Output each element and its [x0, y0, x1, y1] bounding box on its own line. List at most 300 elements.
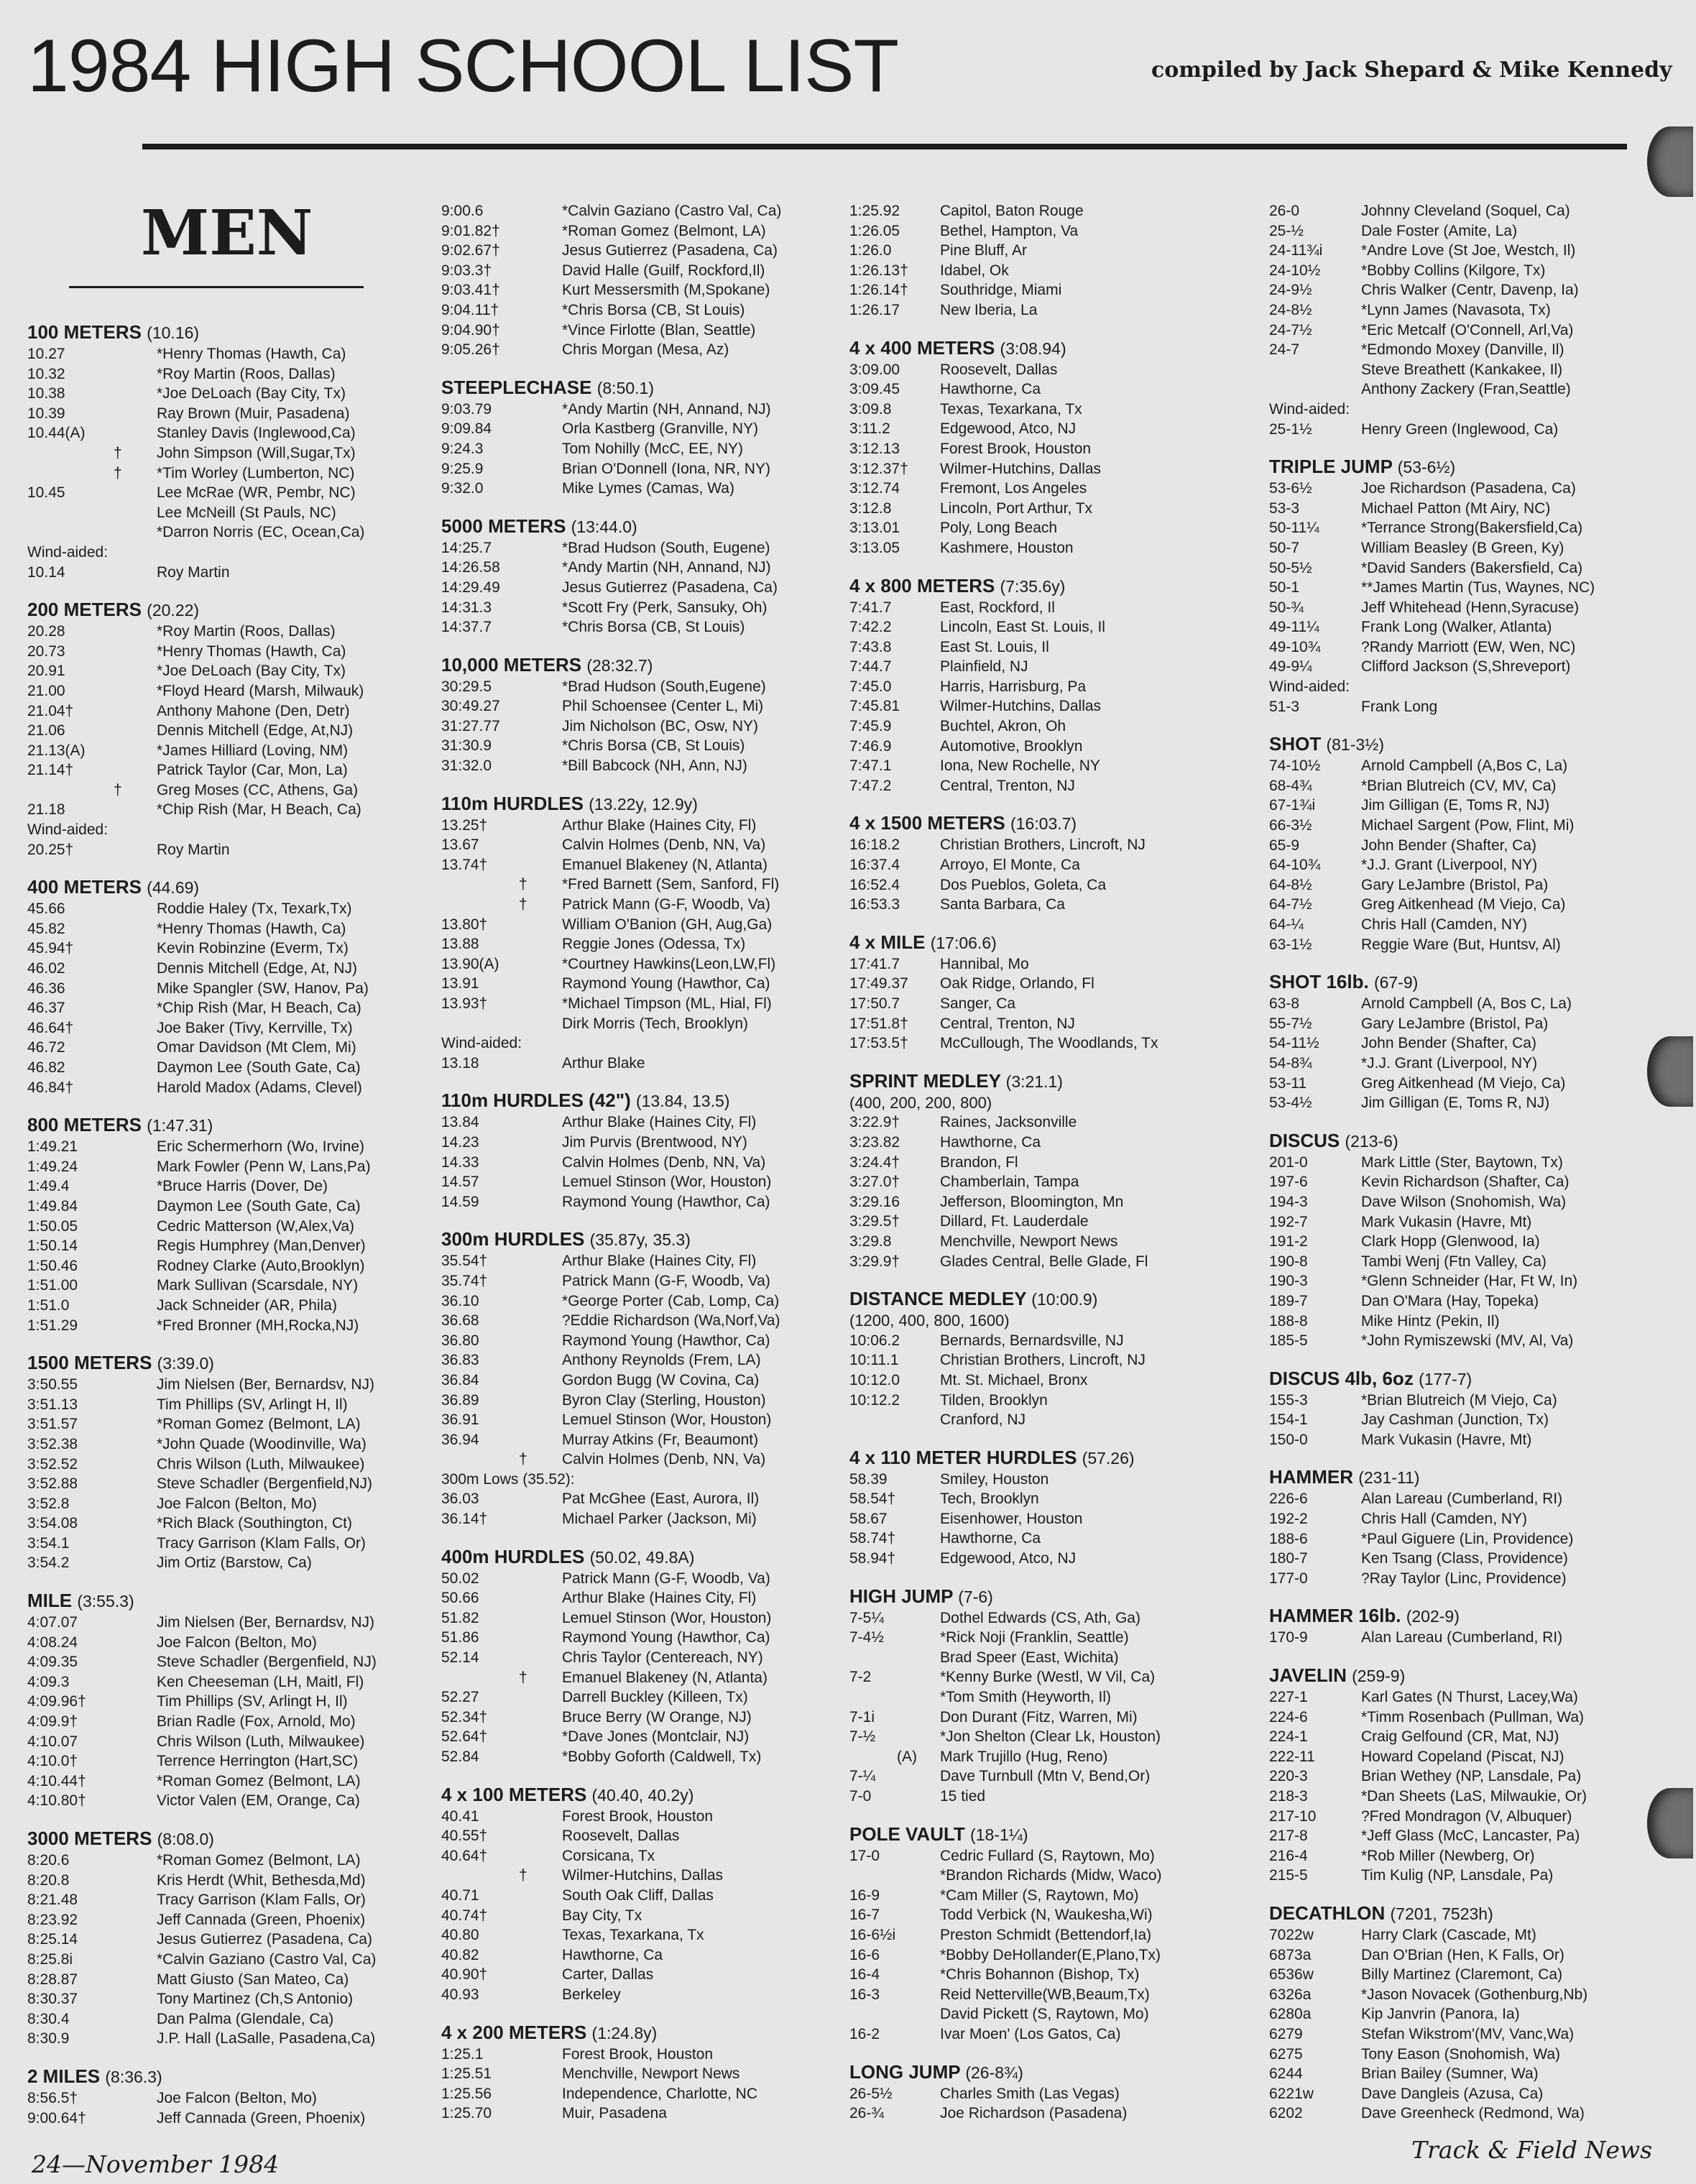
- result-mark: 31:30.9: [441, 737, 492, 755]
- result-row: [1269, 201, 1686, 221]
- athlete-name: Capitol, Baton Rouge: [940, 203, 1084, 219]
- result-mark: 9:04.11†: [441, 301, 499, 318]
- result-row: [1269, 1846, 1686, 1866]
- result-mark: 6279: [1269, 2025, 1303, 2042]
- athlete-name: 15 tied: [940, 1788, 986, 1805]
- result-row: [1269, 1271, 1686, 1291]
- result-row: [849, 756, 1252, 776]
- athlete-name: Henry Green (Inglewood, Ca): [1361, 420, 1559, 438]
- athlete-name: *David Sanders (Bakersfield, Ca): [1361, 559, 1583, 576]
- record-mark: (231-11): [1358, 1468, 1420, 1488]
- athlete-name: Christian Brothers, Lincroft, NJ: [940, 837, 1146, 854]
- result-row: [441, 280, 844, 300]
- result-row: [1269, 796, 1686, 816]
- result-row: [441, 1271, 844, 1291]
- result-row: [1269, 1033, 1686, 1054]
- athlete-name: Jay Cashman (Junction, Tx): [1361, 1411, 1549, 1429]
- result-mark: 1:49.84: [27, 1197, 78, 1215]
- result-mark: 9:03.79: [441, 400, 492, 418]
- result-mark: 10.38: [27, 385, 65, 402]
- athlete-name: Menchville, Newport News: [562, 2065, 740, 2083]
- result-mark: 7-2: [849, 1669, 872, 1686]
- result-mark: 64-7½: [1269, 896, 1312, 913]
- athlete-name: Lemuel Stinson (Wor, Houston): [562, 1174, 772, 1191]
- athlete-name: Muir, Pasadena: [562, 2105, 667, 2122]
- athlete-name: Dan O'Mara (Hay, Topeka): [1361, 1292, 1539, 1309]
- result-row: [441, 954, 844, 974]
- result-mark: 14.33: [441, 1153, 479, 1171]
- result-row: [849, 1112, 1252, 1133]
- athlete-name: *Roy Martin (Roos, Dallas): [157, 623, 336, 640]
- athlete-name: Tech, Brooklyn: [940, 1490, 1039, 1508]
- result-row: [27, 464, 430, 484]
- result-mark: 9:05.26†: [441, 341, 500, 359]
- result-row: [849, 1410, 1252, 1430]
- result-mark: 3:13.05: [849, 539, 900, 556]
- result-row: [849, 419, 1252, 439]
- result-row: [1269, 2024, 1686, 2045]
- athlete-name: Joe Falcon (Belton, Mo): [157, 1634, 317, 1651]
- athlete-name: Anthony Mahone (Den, Detr): [157, 702, 350, 719]
- record-mark: (16:03.7): [1010, 814, 1077, 834]
- result-row: [27, 721, 430, 741]
- result-mark: 3:22.9†: [849, 1114, 900, 1131]
- result-row: [849, 1133, 1252, 1153]
- result-mark: 192-7: [1269, 1213, 1308, 1230]
- result-row: [1269, 1509, 1686, 1529]
- athlete-name: Joe Falcon (Belton, Mo): [157, 2089, 317, 2106]
- athlete-name: *Brian Blutreich (CV, MV, Ca): [1361, 777, 1557, 794]
- result-row: [1269, 1331, 1686, 1351]
- result-row: [441, 617, 844, 637]
- result-mark: 46.36: [27, 980, 65, 997]
- event-heading: [27, 2065, 430, 2088]
- result-mark: 51-3: [1269, 698, 1300, 715]
- result-mark: 7:42.2: [849, 619, 892, 636]
- athlete-name: Raymond Young (Hawthor, Ca): [562, 1332, 770, 1349]
- result-mark: 9:03.41†: [441, 282, 500, 299]
- event-title: 300m HURDLES: [441, 1228, 585, 1250]
- athlete-name: Arthur Blake: [562, 1054, 645, 1072]
- result-row: [849, 776, 1252, 796]
- event-section: [1269, 1902, 1686, 2124]
- result-mark: 17:41.7: [849, 955, 900, 972]
- result-row: [441, 221, 844, 241]
- result-mark: 16:52.4: [849, 876, 900, 893]
- result-mark: 50.66: [441, 1590, 479, 1607]
- result-row: [849, 1033, 1252, 1054]
- result-mark: (A): [897, 1748, 917, 1765]
- athlete-name: *Michael Timpson (ML, Hial, Fl): [562, 995, 772, 1012]
- result-mark: 26-5½: [849, 2085, 893, 2102]
- athlete-name: Reggie Ware (But, Huntsv, Al): [1361, 936, 1561, 953]
- event-title: 400m HURDLES: [441, 1545, 585, 1567]
- result-mark: 4:09.96†: [27, 1693, 86, 1710]
- result-mark: 8:25.14: [27, 1931, 78, 1948]
- athlete-name: *Kenny Burke (Westl, W Vil, Ca): [940, 1669, 1156, 1686]
- event-section: [27, 2065, 430, 2128]
- result-mark: 49-9¼: [1269, 658, 1312, 676]
- event-subtitle: (1200, 400, 800, 1600): [849, 1312, 1010, 1330]
- result-row: [849, 1766, 1252, 1787]
- event-heading: [849, 1585, 1252, 1608]
- athlete-name: Plainfield, NJ: [940, 658, 1028, 676]
- result-mark: 36.14†: [441, 1511, 488, 1528]
- result-row: [1269, 261, 1686, 281]
- record-mark: (50.02, 49.8A): [589, 1547, 695, 1567]
- page-title: 1984 HIGH SCHOOL LIST: [27, 24, 899, 108]
- result-mark: 3:54.1: [27, 1534, 70, 1552]
- result-row: [849, 835, 1252, 855]
- result-row: [441, 479, 844, 499]
- athlete-name: East, Rockford, Il: [940, 599, 1055, 616]
- footer-page-date: 24—November 1984: [32, 2150, 280, 2178]
- result-row: [849, 974, 1252, 994]
- result-row: [849, 1925, 1252, 1945]
- athlete-name: *Paul Giguere (Lin, Providence): [1361, 1530, 1574, 1547]
- result-row: [27, 1157, 430, 1177]
- result-mark: 16:18.2: [849, 837, 900, 854]
- result-row: [1269, 637, 1686, 658]
- athlete-name: Dan O'Brian (Hen, K Falls, Or): [1361, 1946, 1564, 1963]
- athlete-name: *Floyd Heard (Marsh, Milwauk): [157, 682, 364, 699]
- athlete-name: Emanuel Blakeney (N, Atlanta): [562, 1669, 768, 1686]
- result-mark: 40.82: [441, 1946, 479, 1963]
- athlete-name: J.P. Hall (LaSalle, Pasadena,Ca): [157, 2030, 376, 2047]
- athlete-name: Sanger, Ca: [940, 995, 1016, 1012]
- event-heading: [849, 1069, 1252, 1093]
- result-mark: 51.82: [441, 1609, 479, 1626]
- athlete-name: Reggie Jones (Odessa, Tx): [562, 936, 746, 953]
- athlete-name: Frank Long (Walker, Atlanta): [1361, 619, 1552, 636]
- result-mark: †: [519, 1451, 527, 1468]
- result-mark: 52.64†: [441, 1728, 488, 1746]
- result-mark: 1:26.17: [849, 301, 900, 318]
- result-row: [1269, 1569, 1686, 1589]
- result-mark: 150-0: [1269, 1431, 1308, 1448]
- result-mark: 66-3½: [1269, 817, 1312, 834]
- athlete-name: Roddie Haley (Tx, Texark,Tx): [157, 900, 352, 918]
- athlete-name: Victor Valen (EM, Orange, Ca): [157, 1792, 360, 1810]
- result-row: [441, 895, 844, 915]
- result-mark: 50-7: [1269, 539, 1300, 556]
- result-row: [849, 1370, 1252, 1391]
- athlete-name: Kevin Richardson (Shafter, Ca): [1361, 1174, 1570, 1191]
- result-mark: 226-6: [1269, 1490, 1308, 1508]
- event-heading: [441, 2021, 844, 2045]
- event-section: [1269, 970, 1686, 1113]
- athlete-name: Steve Schadler (Bergenfield, NJ): [157, 1654, 377, 1671]
- event-title: SPRINT MEDLEY: [849, 1069, 1001, 1092]
- event-section: [27, 1351, 430, 1573]
- record-mark: (1:24.8y): [591, 2023, 658, 2042]
- result-mark: 10.39: [27, 405, 65, 422]
- event-heading: [27, 875, 430, 899]
- athlete-name: *Glenn Schneider (Har, Ft W, In): [1361, 1273, 1578, 1290]
- result-mark: 9:02.67†: [441, 242, 500, 259]
- result-mark: 36.84: [441, 1371, 479, 1388]
- athlete-name: Southridge, Miami: [940, 282, 1062, 299]
- result-row: [1269, 756, 1686, 776]
- result-row: [849, 875, 1252, 895]
- result-row: [849, 1549, 1252, 1569]
- result-row: [1269, 1410, 1686, 1430]
- event-title: HIGH JUMP: [849, 1585, 953, 1607]
- result-row: [27, 543, 430, 563]
- athlete-name: Jesus Gutierrez (Pasadena, Ca): [157, 1931, 372, 1948]
- result-row: [27, 1950, 430, 1970]
- result-row: [27, 642, 430, 662]
- athlete-name: Lee McNeill (St Pauls, NC): [157, 504, 336, 521]
- result-row: [441, 1391, 844, 1411]
- athlete-name: *Brad Hudson (South,Eugene): [562, 678, 766, 695]
- athlete-name: Raymond Young (Hawthor, Ca): [562, 975, 770, 992]
- athlete-name: Kris Herdt (Whit, Bethesda,Md): [157, 1871, 366, 1889]
- event-title: LONG JUMP: [849, 2060, 961, 2083]
- result-mark: 3:23.82: [849, 1133, 900, 1151]
- record-mark: (177-7): [1419, 1369, 1473, 1388]
- athlete-name: *Timm Rosenbach (Pullman, Wa): [1361, 1708, 1585, 1725]
- athlete-name: *Bruce Harris (Dover, De): [157, 1178, 328, 1195]
- result-mark: 21.18: [27, 801, 65, 819]
- result-mark: 13.88: [441, 936, 479, 953]
- athlete-name: *Bill Babcock (NH, Ann, NJ): [562, 757, 747, 775]
- result-row: [849, 439, 1252, 459]
- athlete-name: Wilmer-Hutchins, Dallas: [940, 460, 1102, 477]
- result-row: [441, 241, 844, 261]
- result-row: [441, 1708, 844, 1728]
- result-mark: 63-1½: [1269, 936, 1312, 953]
- result-row: [1269, 1687, 1686, 1708]
- athlete-name: Eisenhower, Houston: [940, 1510, 1083, 1527]
- athlete-name: *J.J. Grant (Liverpool, NY): [1361, 1054, 1538, 1072]
- result-row: [849, 261, 1252, 281]
- event-section: [441, 1227, 844, 1529]
- athlete-name: Jeff Cannada (Green, Phoenix): [157, 2109, 366, 2127]
- result-row: [441, 1509, 844, 1529]
- athlete-name: Jack Schneider (AR, Phila): [157, 1296, 337, 1314]
- result-mark: 7:41.7: [849, 599, 892, 616]
- result-mark: †: [114, 464, 122, 482]
- result-row: [441, 2084, 844, 2104]
- athlete-name: Jim Gilligan (E, Toms R, NJ): [1361, 797, 1550, 814]
- result-row: [849, 1905, 1252, 1925]
- event-heading: [441, 1089, 844, 1112]
- result-row: [441, 1846, 844, 1866]
- result-row: [441, 1331, 844, 1351]
- result-mark: 8:30.4: [27, 2010, 70, 2027]
- result-mark: 30:29.5: [441, 678, 492, 695]
- result-row: [849, 1172, 1252, 1192]
- result-row: [1269, 935, 1686, 955]
- result-row: [27, 1434, 430, 1455]
- result-row: [1269, 1826, 1686, 1846]
- event-title: 4 x 1500 METERS: [849, 812, 1005, 834]
- athlete-name: Dennis Mitchell (Edge, At, NJ): [157, 960, 357, 977]
- result-row: [1269, 1232, 1686, 1252]
- result-row: [27, 701, 430, 722]
- result-mark: 180-7: [1269, 1550, 1308, 1567]
- athlete-name: Mark Sullivan (Scarsdale, NY): [157, 1277, 359, 1294]
- result-row: [27, 919, 430, 939]
- result-mark: 3:12.74: [849, 480, 900, 497]
- athlete-name: Edgewood, Atco, NJ: [940, 1550, 1077, 1567]
- result-mark: Wind-aided:: [27, 543, 109, 561]
- result-mark: 64-10¾: [1269, 857, 1321, 874]
- result-mark: 54-11½: [1269, 1035, 1319, 1052]
- result-row: [27, 1712, 430, 1732]
- result-mark: 14.57: [441, 1174, 479, 1191]
- result-mark: 191-2: [1269, 1233, 1308, 1250]
- event-title: 4 x 100 METERS: [441, 1783, 587, 1805]
- athlete-name: Hannibal, Mo: [940, 955, 1029, 972]
- result-row: [1269, 340, 1686, 360]
- record-mark: (26-8¾): [965, 2063, 1023, 2082]
- result-row: [27, 1930, 430, 1950]
- athlete-name: Arthur Blake (Haines City, Fl): [562, 816, 757, 834]
- result-mark: 1:26.0: [849, 242, 892, 259]
- result-mark: 8:28.87: [27, 1971, 78, 1988]
- result-mark: 1:26.14†: [849, 282, 908, 299]
- result-row: [27, 2109, 430, 2129]
- result-mark: 17-0: [849, 1847, 880, 1864]
- athlete-name: Buchtel, Akron, Oh: [940, 718, 1066, 735]
- athlete-name: *Joe DeLoach (Bay City, Tx): [157, 663, 346, 680]
- result-row: [27, 840, 430, 860]
- result-mark: 7:45.81: [849, 698, 900, 715]
- athlete-name: Jesus Gutierrez (Pasadena, Ca): [562, 579, 778, 596]
- athlete-name: Daymon Lee (South Gate, Ca): [157, 1197, 361, 1215]
- athlete-name: Ivar Moen' (Los Gatos, Ca): [940, 2025, 1121, 2042]
- athlete-name: Kashmere, Houston: [940, 539, 1074, 556]
- athlete-name: Bethel, Hampton, Va: [940, 222, 1079, 239]
- event-title: 1500 METERS: [27, 1352, 152, 1374]
- result-mark: 189-7: [1269, 1292, 1308, 1309]
- event-heading: [441, 653, 844, 677]
- result-mark: 40.93: [441, 1986, 479, 2003]
- athlete-name: *Joe DeLoach (Bay City, Tx): [157, 385, 346, 402]
- result-row: [1269, 300, 1686, 321]
- athlete-name: Chris Hall (Camden, NY): [1361, 916, 1528, 933]
- athlete-name: Lincoln, East St. Louis, Il: [940, 619, 1105, 636]
- result-mark: †: [519, 876, 527, 893]
- athlete-name: *Tim Worley (Lumberton, NC): [157, 464, 355, 482]
- event-section: [441, 376, 844, 499]
- result-row: [441, 300, 844, 321]
- event-section: [441, 2021, 844, 2124]
- athlete-name: Mark Little (Ster, Baytown, Tx): [1361, 1153, 1563, 1171]
- result-mark: 300m Lows (35.52):: [441, 1470, 575, 1488]
- athlete-name: Arnold Campbell (A, Bos C, La): [1361, 995, 1572, 1013]
- result-row: [441, 736, 844, 756]
- athlete-name: Idabel, Ok: [940, 262, 1009, 279]
- athlete-name: *Andy Martin (NH, Annand, NJ): [562, 559, 771, 576]
- event-section: [441, 792, 844, 1074]
- result-row: [849, 1391, 1252, 1411]
- athlete-name: *Brad Hudson (South, Eugene): [562, 539, 770, 556]
- result-row: [849, 1212, 1252, 1232]
- result-row: [849, 617, 1252, 637]
- athlete-name: *Henry Thomas (Hawth, Ca): [157, 346, 346, 362]
- athlete-name: ?Randy Marriott (EW, Wen, NC): [1361, 638, 1576, 655]
- result-mark: 3:29.8: [849, 1232, 892, 1250]
- result-mark: 7:47.1: [849, 757, 892, 775]
- event-title: 400 METERS: [27, 876, 142, 898]
- result-row: [1269, 1074, 1686, 1094]
- result-mark: 3:09.8: [849, 400, 892, 418]
- athlete-name: Todd Verbick (N, Waukesha,Wi): [940, 1907, 1153, 1924]
- result-row: [1269, 816, 1686, 836]
- result-mark: 177-0: [1269, 1570, 1308, 1587]
- event-section: [27, 1827, 430, 2049]
- result-mark: 3:29.5†: [849, 1213, 900, 1230]
- result-mark: 16-3: [849, 1986, 880, 2003]
- result-row: [849, 2104, 1252, 2124]
- event-title: HAMMER 16lb.: [1269, 1605, 1401, 1627]
- result-mark: 9:03.3†: [441, 262, 492, 279]
- athlete-name: *Brandon Richards (Midw, Waco): [940, 1867, 1162, 1884]
- result-row: [849, 2084, 1252, 2104]
- result-mark: 13.90(A): [441, 955, 499, 972]
- result-mark: 40.71: [441, 1886, 479, 1904]
- athlete-name: Christian Brothers, Lincroft, NJ: [940, 1352, 1146, 1369]
- athlete-name: Brandon, Fl: [940, 1153, 1018, 1171]
- result-mark: 3:29.16: [849, 1193, 900, 1210]
- athlete-name: Central, Trenton, NJ: [940, 777, 1075, 794]
- event-title: 110m HURDLES: [441, 792, 584, 814]
- result-mark: 20.28: [27, 623, 65, 640]
- result-row: [441, 1668, 844, 1688]
- result-mark: 40.74†: [441, 1907, 488, 1924]
- athlete-name: Matt Giusto (San Mateo, Ca): [157, 1971, 349, 1988]
- result-mark: 63-8: [1269, 995, 1300, 1013]
- result-row: [441, 321, 844, 341]
- result-mark: 65-9: [1269, 837, 1300, 854]
- event-title: MILE: [27, 1590, 73, 1612]
- result-row: [849, 598, 1252, 618]
- result-row: [1269, 1153, 1686, 1173]
- athlete-name: *Chris Borsa (CB, St Louis): [562, 301, 745, 318]
- athlete-name: ?Ray Taylor (Linc, Providence): [1361, 1570, 1567, 1587]
- result-mark: 67-1¾i: [1269, 797, 1316, 814]
- result-row: [441, 1291, 844, 1312]
- binder-hole: [1647, 126, 1693, 197]
- athlete-name: Steve Breathett (Kankakee, Il): [1361, 361, 1563, 378]
- event-heading: [849, 1823, 1252, 1846]
- event-heading: [441, 1783, 844, 1807]
- athlete-name: Jim Nielsen (Ber, Bernardsv, NJ): [157, 1376, 375, 1393]
- event-heading: [1269, 1604, 1686, 1628]
- record-mark: (18-1¼): [970, 1825, 1028, 1844]
- result-mark: 6873a: [1269, 1946, 1312, 1963]
- result-row: [27, 1018, 430, 1038]
- result-row: [441, 1172, 844, 1192]
- athlete-name: Tony Eason (Snohomish, Wa): [1361, 2045, 1561, 2063]
- athlete-name: Mark Vukasin (Havre, Mt): [1361, 1213, 1532, 1230]
- athlete-name: *Fred Bronner (MH,Rocka,NJ): [157, 1317, 359, 1334]
- result-mark: 16:37.4: [849, 857, 900, 874]
- event-section: [1269, 1129, 1686, 1351]
- result-row: [1269, 1549, 1686, 1569]
- result-mark: 3:12.8: [849, 499, 892, 517]
- result-mark: 14.23: [441, 1133, 479, 1151]
- athlete-name: Edgewood, Atco, NJ: [940, 420, 1077, 438]
- result-row: [849, 1866, 1252, 1886]
- result-row: [1269, 1766, 1686, 1787]
- result-mark: 10.14: [27, 563, 65, 581]
- athlete-name: Stefan Wikstrom'(MV, Vanc,Wa): [1361, 2025, 1575, 2042]
- athlete-name: ?Eddie Richardson (Wa,Norf,Va): [562, 1312, 780, 1330]
